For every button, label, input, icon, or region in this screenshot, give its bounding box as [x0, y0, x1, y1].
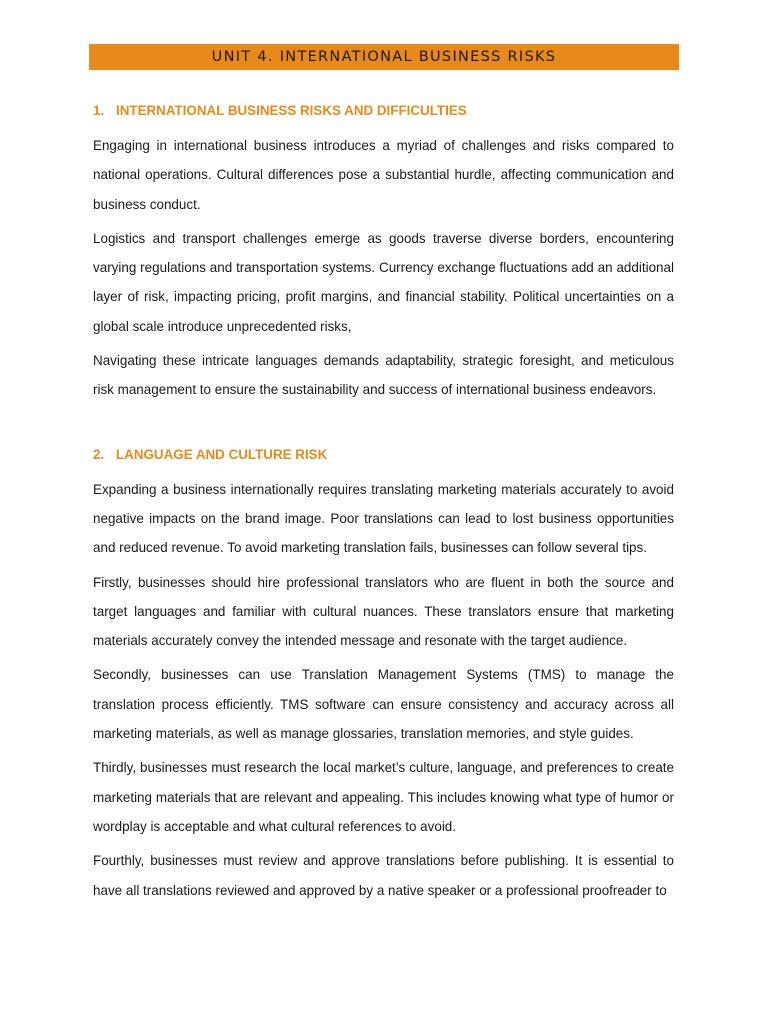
section-heading-international-risks	[93, 103, 674, 118]
paragraph: Thirdly, businesses must research the local market’s culture, language, and preferences to create marketing materials that are relevant and appealing. This includes knowing what type of humor or wordplay is acceptable and what cultural references to avoid.	[93, 760, 674, 834]
unit-title-banner	[89, 44, 679, 70]
document-page	[93, 44, 674, 905]
paragraph: Firstly, businesses should hire professional translators who are fluent in both the source and target languages and familiar with cultural nuances. These translators ensure that marketing materials accurately convey the intended message and resonate with the target audience.	[93, 574, 674, 649]
paragraph: Secondly, businesses can use Translation Management Systems (TMS) to manage the translation process efficiently. TMS software can ensure consistency and accuracy across all marketing materials, as well as manage glossaries, translation memories, and style guides.	[93, 667, 674, 742]
paragraph: Fourthly, businesses must review and approve translations before publishing. It is essential to have all translations reviewed and approved by a native speaker or a professional proofreader to	[93, 853, 674, 898]
section-title: LANGUAGE AND CULTURE RISK	[116, 446, 328, 462]
section-title: INTERNATIONAL BUSINESS RISKS AND DIFFICULTIES	[116, 103, 467, 118]
paragraph: Navigating these intricate languages demands adaptability, strategic foresight, and meticulous risk management to ensure the sustainability and success of international business endeavors.	[93, 353, 674, 398]
section-heading-language-culture	[93, 447, 674, 462]
section-number: 1.	[93, 103, 105, 118]
paragraph: Expanding a business internationally requires translating marketing materials accurately to avoid negative impacts on the brand image. Poor translations can lead to lost business opportunities and reduced revenue. To avoid marketing translation fails, businesses can follow several tips.	[93, 481, 674, 556]
section-number: 2.	[93, 446, 105, 462]
unit-title: UNIT 4. INTERNATIONAL BUSINESS RISKS	[211, 49, 557, 65]
paragraph: Engaging in international business introduces a myriad of challenges and risks compared to national operations. Cultural differences pose a substantial hurdle, affecting communication and business conduct.	[93, 138, 674, 212]
paragraph: Logistics and transport challenges emerge as goods traverse diverse borders, encountering varying regulations and transportation systems. Currency exchange fluctuations add an additional layer of risk, impacting pricing, profit margins, and financial stability. Political uncertainties on a global scale introduce unprecedented risks,	[93, 230, 674, 334]
